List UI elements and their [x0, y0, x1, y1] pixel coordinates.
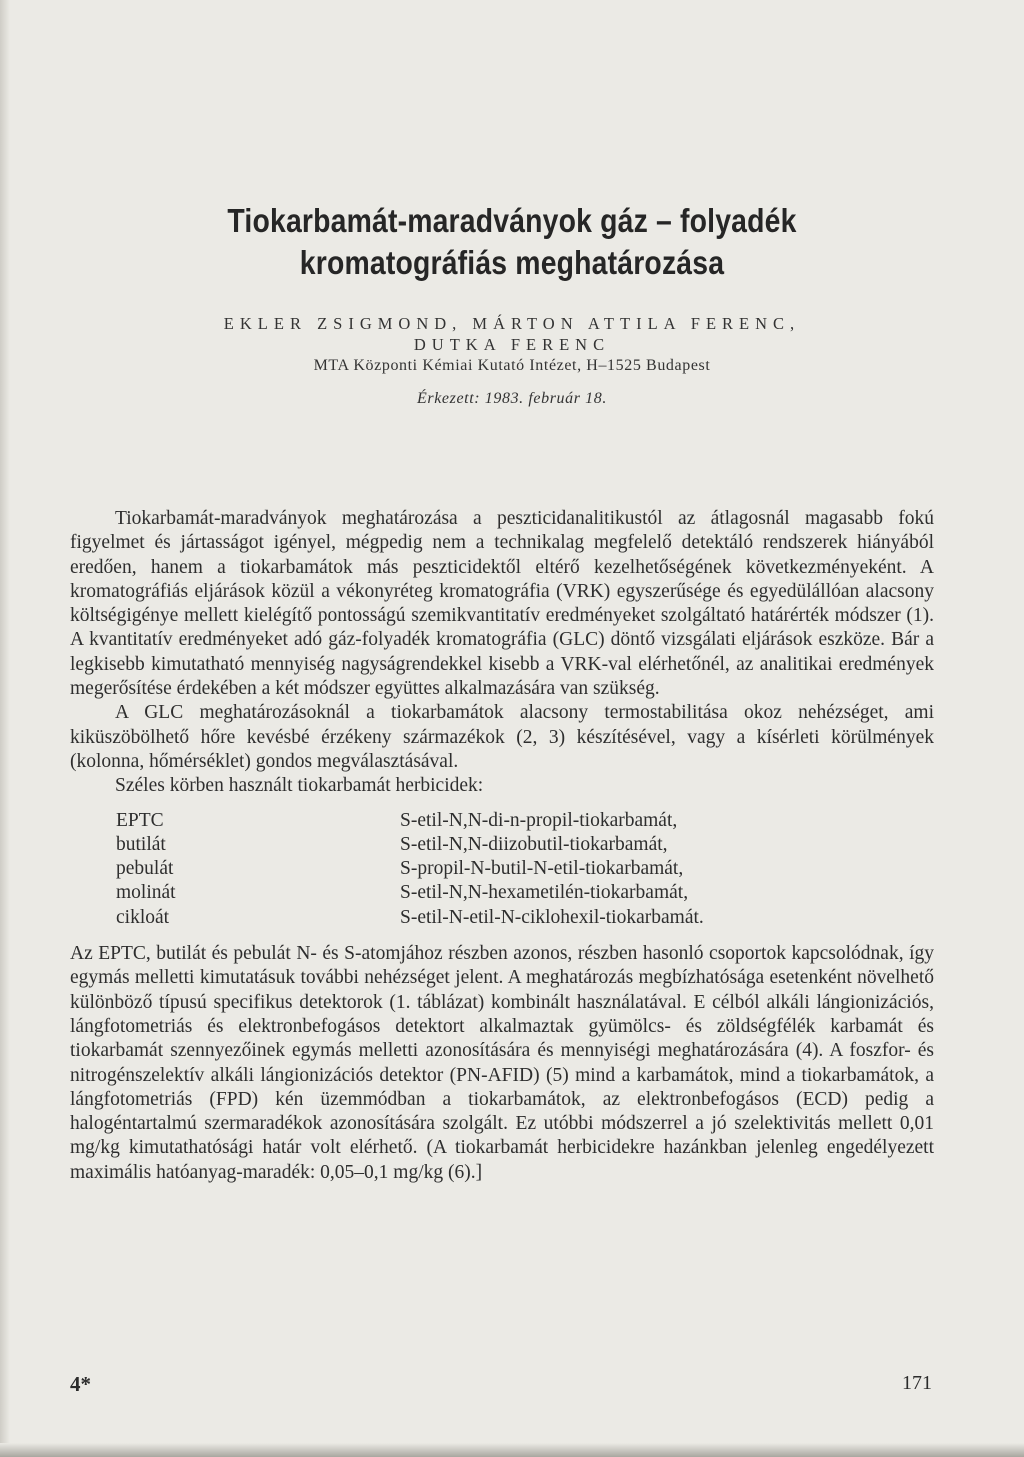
paragraph-herbicide-intro: Széles körben használt tiokarbamát herbicidek:: [115, 775, 484, 797]
herbicide-name: butilát: [116, 833, 166, 855]
paragraph-glc: A GLC meghatározásoknál a tiokarbamátok alacsony termostabilitása okoz nehézséget, ami kiküszöbölhető hőre kevésbé érzékeny származékok (2, 3) készítésével, vagy a kísérleti körülmények (kolonna, hőmérséklet) gondos megválasztásával.: [70, 702, 934, 772]
article-body: [70, 507, 934, 1185]
herbicide-name: pebulát: [116, 858, 174, 880]
paragraph-detectors: Az EPTC, butilát és pebulát N- és S-atomjához részben azonos, részben hasonló csoportok kapcsolódnak, így egymás melletti kimutatásuk további nehézséget jelent. A meghatározás megbízhatósága esetenként növelhető különböző típusú specifikus detektorok (1. táblázat) kombinált használatával. E célból alkáli lángionizációs, lángfotometriás és elektronbefogásos detektort alkalmaztak gyümölcs- és zöldségfélék karbamát és tiokarbamát szennyezőinek egymás melletti azonosítására és mennyiségi meghatározására (4). A foszfor- és nitrogénszelektív alkáli lángionizációs detektor (PN-AFID) (5) mind a karbamátok, mind a tiokarbamátok, a lángfotometriás (FPD) kén üzemmódban a tiokarbamátok, az elektronbefogásos (ECD) pedig a halogéntartalmú szermaradékok azonosítására szolgált. Ez utóbbi módszerrel a jó szelektivitás mellett 0,01 mg/kg kimutathatósági határ volt elérhető. (A tiokarbamát herbicidekre hazánkban jelenleg engedélyezett maximális hatóanyag-maradék: 0,05–0,1 mg/kg (6).]: [70, 943, 934, 1183]
title-line-2: kromatográfiás meghatározása: [299, 244, 725, 281]
herbicide-name: molinát: [116, 882, 176, 904]
received-date: Érkezett: 1983. február 18.: [417, 390, 607, 407]
authors-line-1: EKLER ZSIGMOND, MÁRTON ATTILA FERENC,: [223, 314, 801, 333]
article-title: [72, 200, 953, 284]
signature-mark: 4*: [70, 1372, 91, 1396]
herbicide-name: cikloát: [116, 906, 170, 928]
herbicide-row: [116, 881, 934, 905]
herbicide-formula: S-etil-N-etil-N-ciklohexil-tiokarbamát.: [400, 906, 704, 928]
page-number: 171: [902, 1372, 932, 1394]
herbicide-row: [116, 833, 934, 857]
herbicide-row: [116, 906, 934, 930]
title-line-1: Tiokarbamát-maradványok gáz – folyadék: [227, 202, 797, 239]
herbicide-formula: S-etil-N,N-di-n-propil-tiokarbamát,: [400, 809, 678, 831]
herbicide-formula: S-etil-N,N-diizobutil-tiokarbamát,: [400, 833, 668, 855]
herbicide-formula: S-propil-N-butil-N-etil-tiokarbamát,: [400, 858, 684, 880]
herbicide-list: [116, 809, 934, 930]
herbicide-row: [116, 857, 934, 881]
herbicide-formula: S-etil-N,N-hexametilén-tiokarbamát,: [400, 882, 689, 904]
institute-affiliation: MTA Központi Kémiai Kutató Intézet, H–1525 Budapest: [313, 357, 711, 374]
authors-line-2: DUTKA FERENC: [413, 335, 611, 354]
paragraph-intro: Tiokarbamát-maradványok meghatározása a peszticidanalitikustól az átlagosnál magasabb fokú figyelmet és jártasságot igényel, mégpedig nem a technikalag megfelelő detektáló rendszerek hiányából eredően, hanem a tiokarbamátok más peszticidektől eltérő kezelhetőségének következményeként. A kromatográfiás eljárások közül a vékonyréteg kromatográfia (VRK) egyszerűsége és egyedülállóan alacsony költségigénye mellett kielégítő pontosságú szemikvantitatív eredményeket szolgáltató határérték módszer (1). A kvantitatív eredményeket adó gáz-folyadék kromatográfia (GLC) döntő vizsgálati eljárások eszköze. Bár a legkisebb kimutatható mennyiség nagyságrendekkel kisebb a VRK-val elérhetőnél, az analitikai eredmények megerősítése érdekében a két módszer együttes alkalmazására van szükség.: [70, 508, 934, 700]
page-edge-shadow: [0, 0, 10, 1457]
page-bottom-edge: [0, 1443, 1024, 1457]
herbicide-name: EPTC: [116, 809, 164, 831]
author-list: [0, 313, 1024, 355]
herbicide-row: [116, 809, 934, 833]
